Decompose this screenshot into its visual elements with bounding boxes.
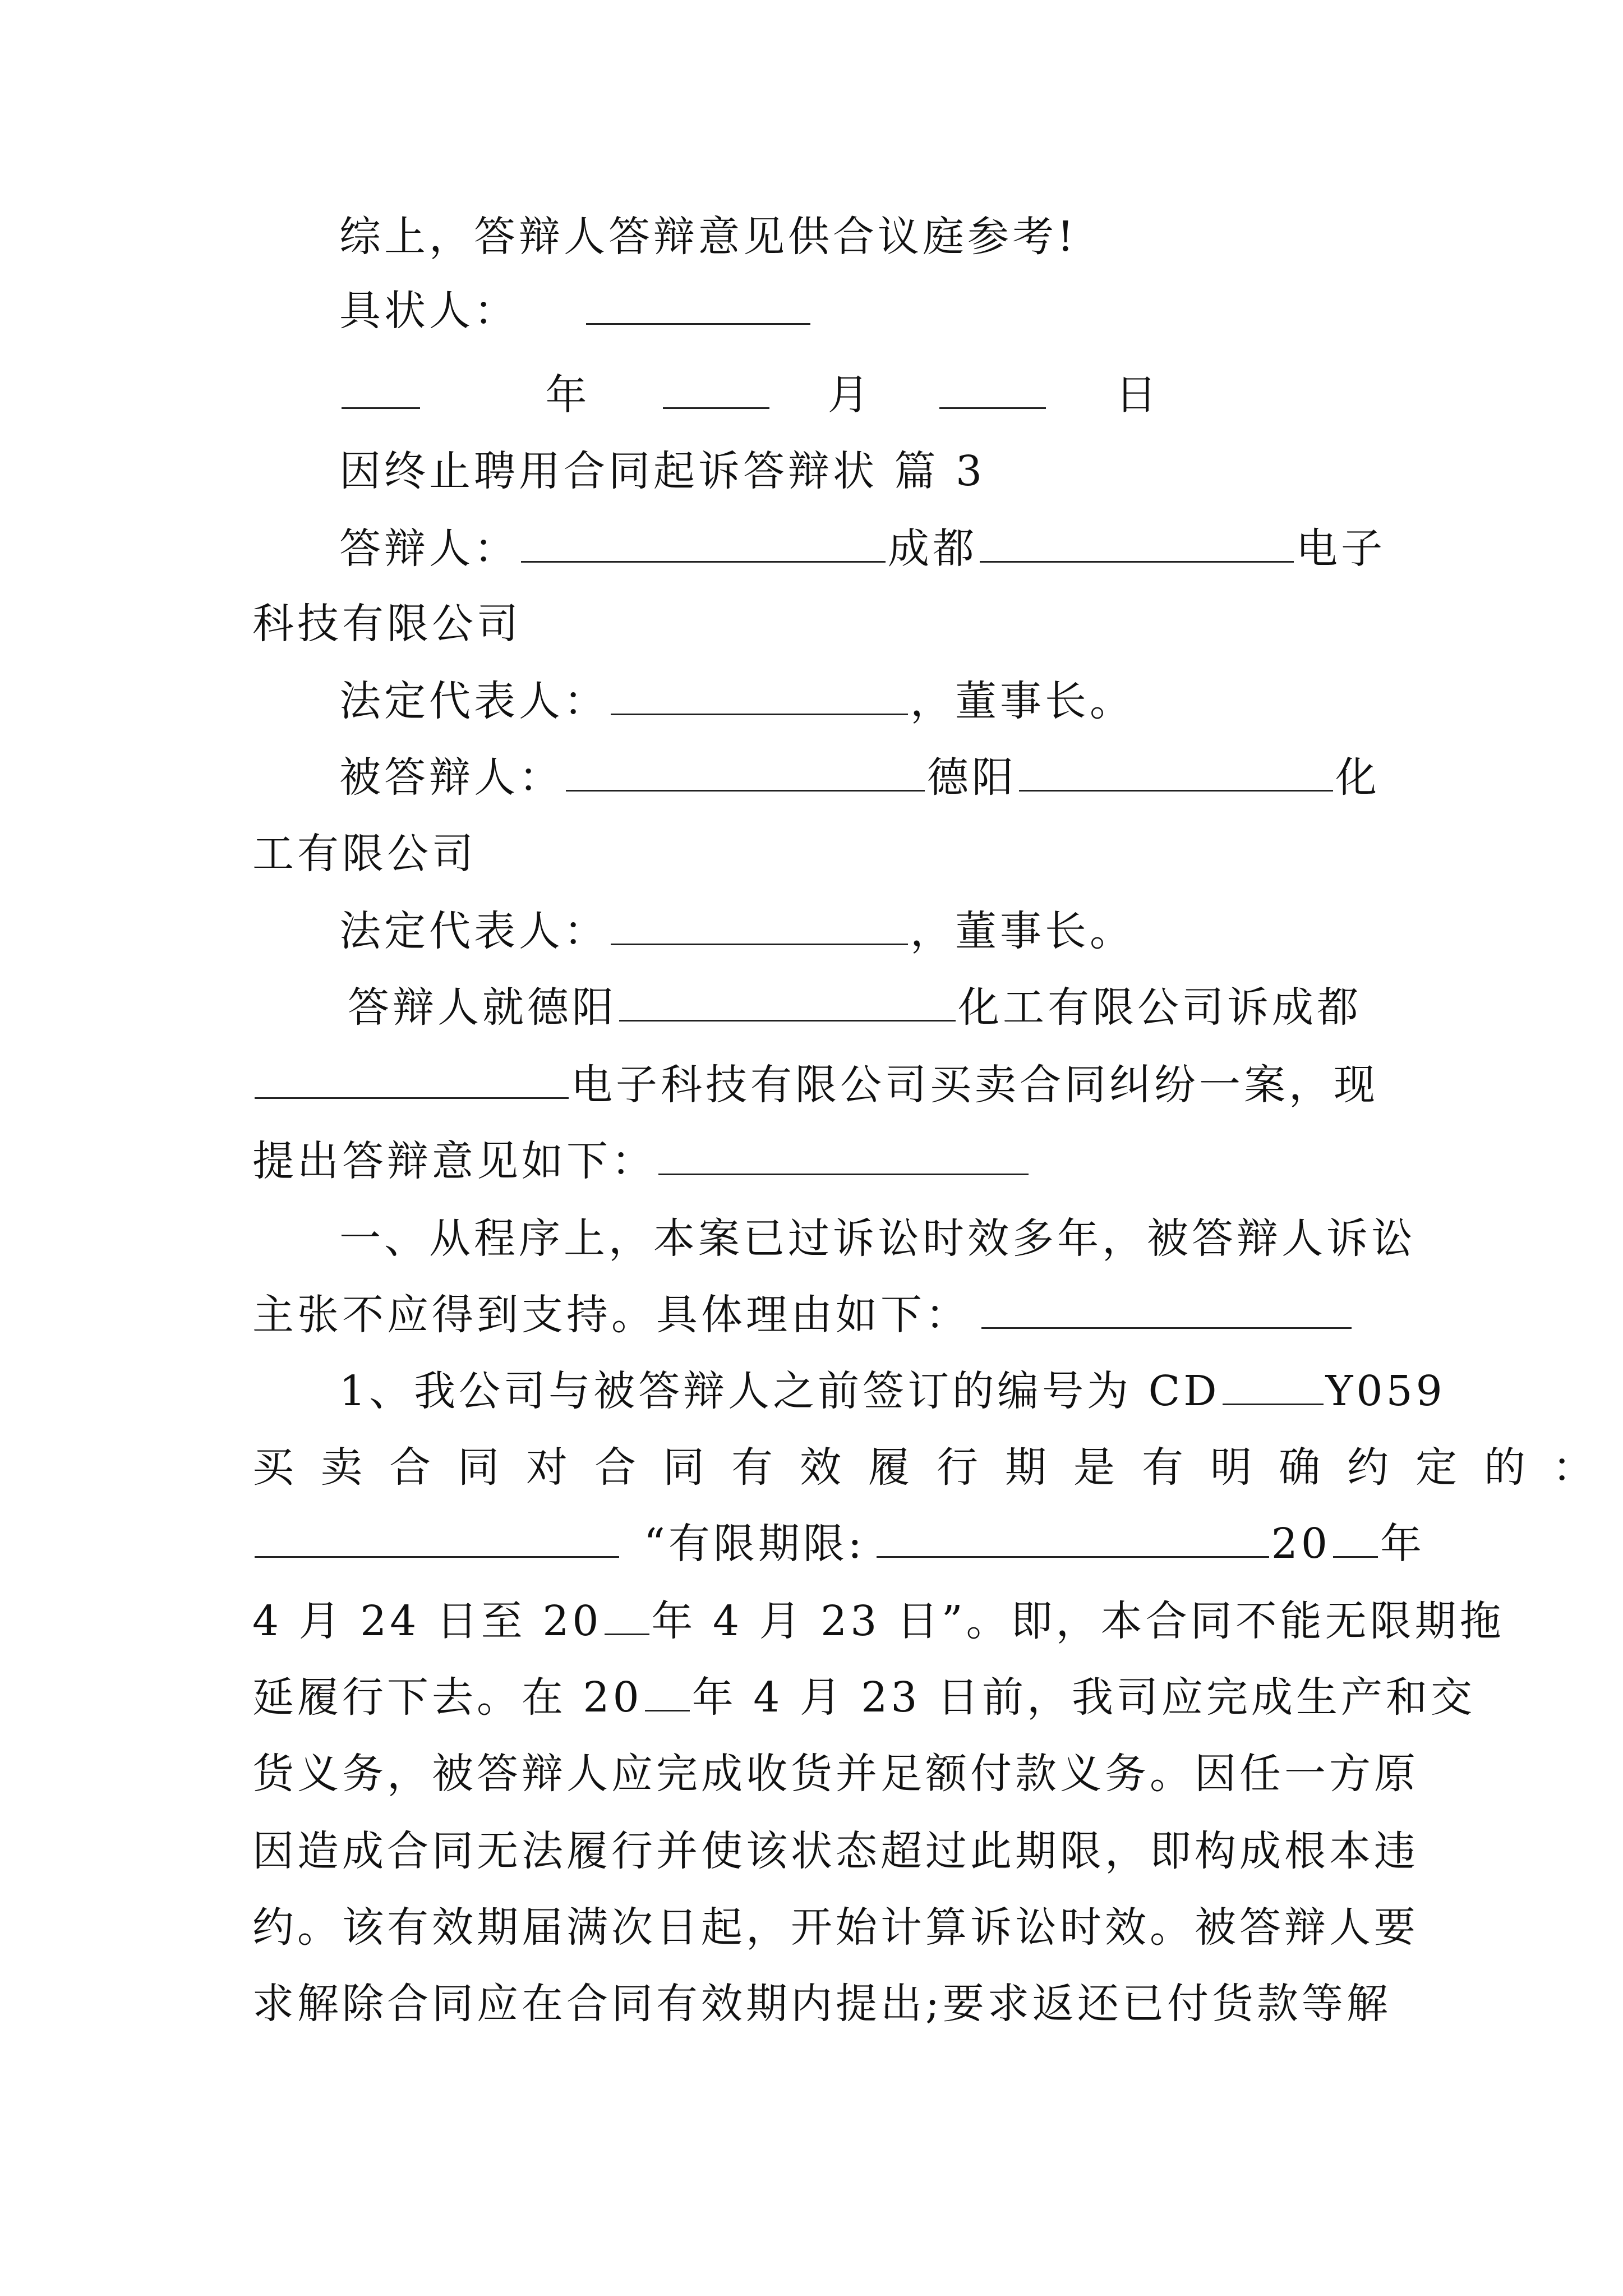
validity-year-blank [1333, 1522, 1378, 1558]
day-blank [939, 374, 1046, 409]
contract-term-text: 买卖合同对合同有效履行期是有明确约定的： [252, 1443, 1621, 1492]
body-line-20 [252, 1669, 1476, 1726]
signer-label: 具状人： [339, 287, 519, 335]
body-text-22: 因造成合同无法履行并使该状态超过此期限，即构成根本违 [252, 1827, 1419, 1875]
body-line-21 [252, 1746, 1419, 1802]
claimant-city: 德阳 [927, 753, 1017, 802]
case-intro-line-2 [252, 1057, 1385, 1113]
respondent-blank-2 [980, 527, 1294, 563]
section-heading [339, 443, 1385, 499]
body-line-23 [252, 1899, 1419, 1955]
item-one-b: Y059 [1325, 1367, 1446, 1415]
point-one-line-2 [252, 1287, 1385, 1343]
respondent-city: 成都 [888, 524, 978, 573]
claimant-tail: 化 [1335, 753, 1380, 802]
claimant-label: 被答辩人： [339, 753, 564, 802]
claimant-company-text: 工有限公司 [252, 830, 477, 878]
validity-blank-2 [877, 1522, 1269, 1558]
body-text-21: 货义务，被答辩人应完成收货并足额付款义务。因任一方原 [252, 1750, 1419, 1798]
validity-line [252, 1516, 1425, 1572]
item-one-a: 1、我公司与被答辩人之前签订的编号为 CD [339, 1367, 1220, 1415]
legal-rep-blank-2 [611, 910, 908, 945]
legal-rep-blank-1 [611, 680, 908, 715]
validity-end: 年 4 月 23 日”。即，本合同不能无限期拖 [651, 1597, 1505, 1645]
defense-intro-blank [658, 1140, 1029, 1175]
legal-rep-label-2: 法定代表人： [339, 907, 608, 955]
point-one-line [339, 1211, 1416, 1267]
point-one-text: 一、从程序上，本案已过诉讼时效多年，被答辩人诉讼 [339, 1214, 1416, 1263]
validity-line-2 [252, 1593, 1505, 1649]
validity-label: “有限期限: [644, 1520, 865, 1568]
respondent-blank-1 [521, 527, 886, 563]
point-one-blank [981, 1294, 1352, 1329]
day-label: 日 [1115, 371, 1160, 419]
respondent-line [339, 521, 1385, 577]
year-blank [342, 374, 420, 409]
legal-rep-label-1: 法定代表人： [339, 677, 608, 725]
signer-blank [586, 289, 810, 325]
validity-blank-1 [255, 1522, 619, 1558]
case-intro-blank-2 [255, 1064, 569, 1099]
month-label: 月 [827, 371, 873, 419]
body-line-24 [252, 1976, 1391, 2032]
claimant-blank-2 [1019, 756, 1333, 792]
closing-line [339, 209, 1385, 265]
deadline-year-blank [645, 1676, 690, 1711]
legal-rep-line-1 [339, 673, 1385, 729]
validity-year-prefix: 20 [1271, 1520, 1331, 1568]
body-line-22 [252, 1823, 1419, 1879]
respondent-tail: 电子 [1296, 524, 1386, 573]
legal-rep-tail-2: ，董事长。 [910, 907, 1135, 955]
claimant-company-line [252, 826, 1385, 882]
case-intro-tail: 电子科技有限公司买卖合同纠纷一案，现 [571, 1061, 1378, 1109]
validity-year-label: 年 [1380, 1520, 1425, 1568]
legal-rep-tail-1: ，董事长。 [910, 677, 1135, 725]
section-heading-text: 因终止聘用合同起诉答辩状 篇 3 [339, 447, 986, 495]
body-text-23: 约。该有效期届满次日起，开始计算诉讼时效。被答辩人要 [252, 1903, 1419, 1952]
body-text-24: 求解除合同应在合同有效期内提出;要求返还已付货款等解 [252, 1980, 1391, 2028]
respondent-company-line [252, 596, 1385, 652]
body-text-20b: 年 4 月 23 日前，我司应完成生产和交 [691, 1673, 1476, 1722]
item-one-line [339, 1363, 1446, 1419]
contract-number-blank [1223, 1370, 1324, 1405]
validity-end-year-blank [605, 1600, 649, 1635]
defense-intro-label: 提出答辩意见如下： [252, 1137, 656, 1185]
point-one-text-2: 主张不应得到支持。具体理由如下： [252, 1291, 970, 1339]
legal-rep-line-2 [339, 903, 1385, 959]
month-blank [663, 374, 769, 409]
body-text-20a: 延履行下去。在 20 [252, 1673, 643, 1722]
contract-term-line [252, 1439, 1621, 1496]
claimant-blank-1 [566, 756, 925, 792]
year-label: 年 [545, 371, 591, 419]
case-intro-a: 答辩人就德阳 [348, 983, 617, 1032]
respondent-company-text: 科技有限公司 [252, 600, 522, 648]
signer-line [339, 283, 1385, 339]
closing-text: 综上，答辩人答辩意见供合议庭参考! [339, 213, 1077, 261]
validity-start: 4 月 24 日至 20 [252, 1597, 602, 1645]
respondent-label: 答辩人： [339, 524, 519, 573]
claimant-line [339, 749, 1385, 806]
defense-intro-line [252, 1133, 1385, 1189]
date-line [339, 367, 1385, 423]
case-intro-b: 化工有限公司诉成都 [958, 983, 1362, 1032]
case-intro-line [348, 979, 1394, 1036]
case-intro-blank [619, 986, 956, 1022]
